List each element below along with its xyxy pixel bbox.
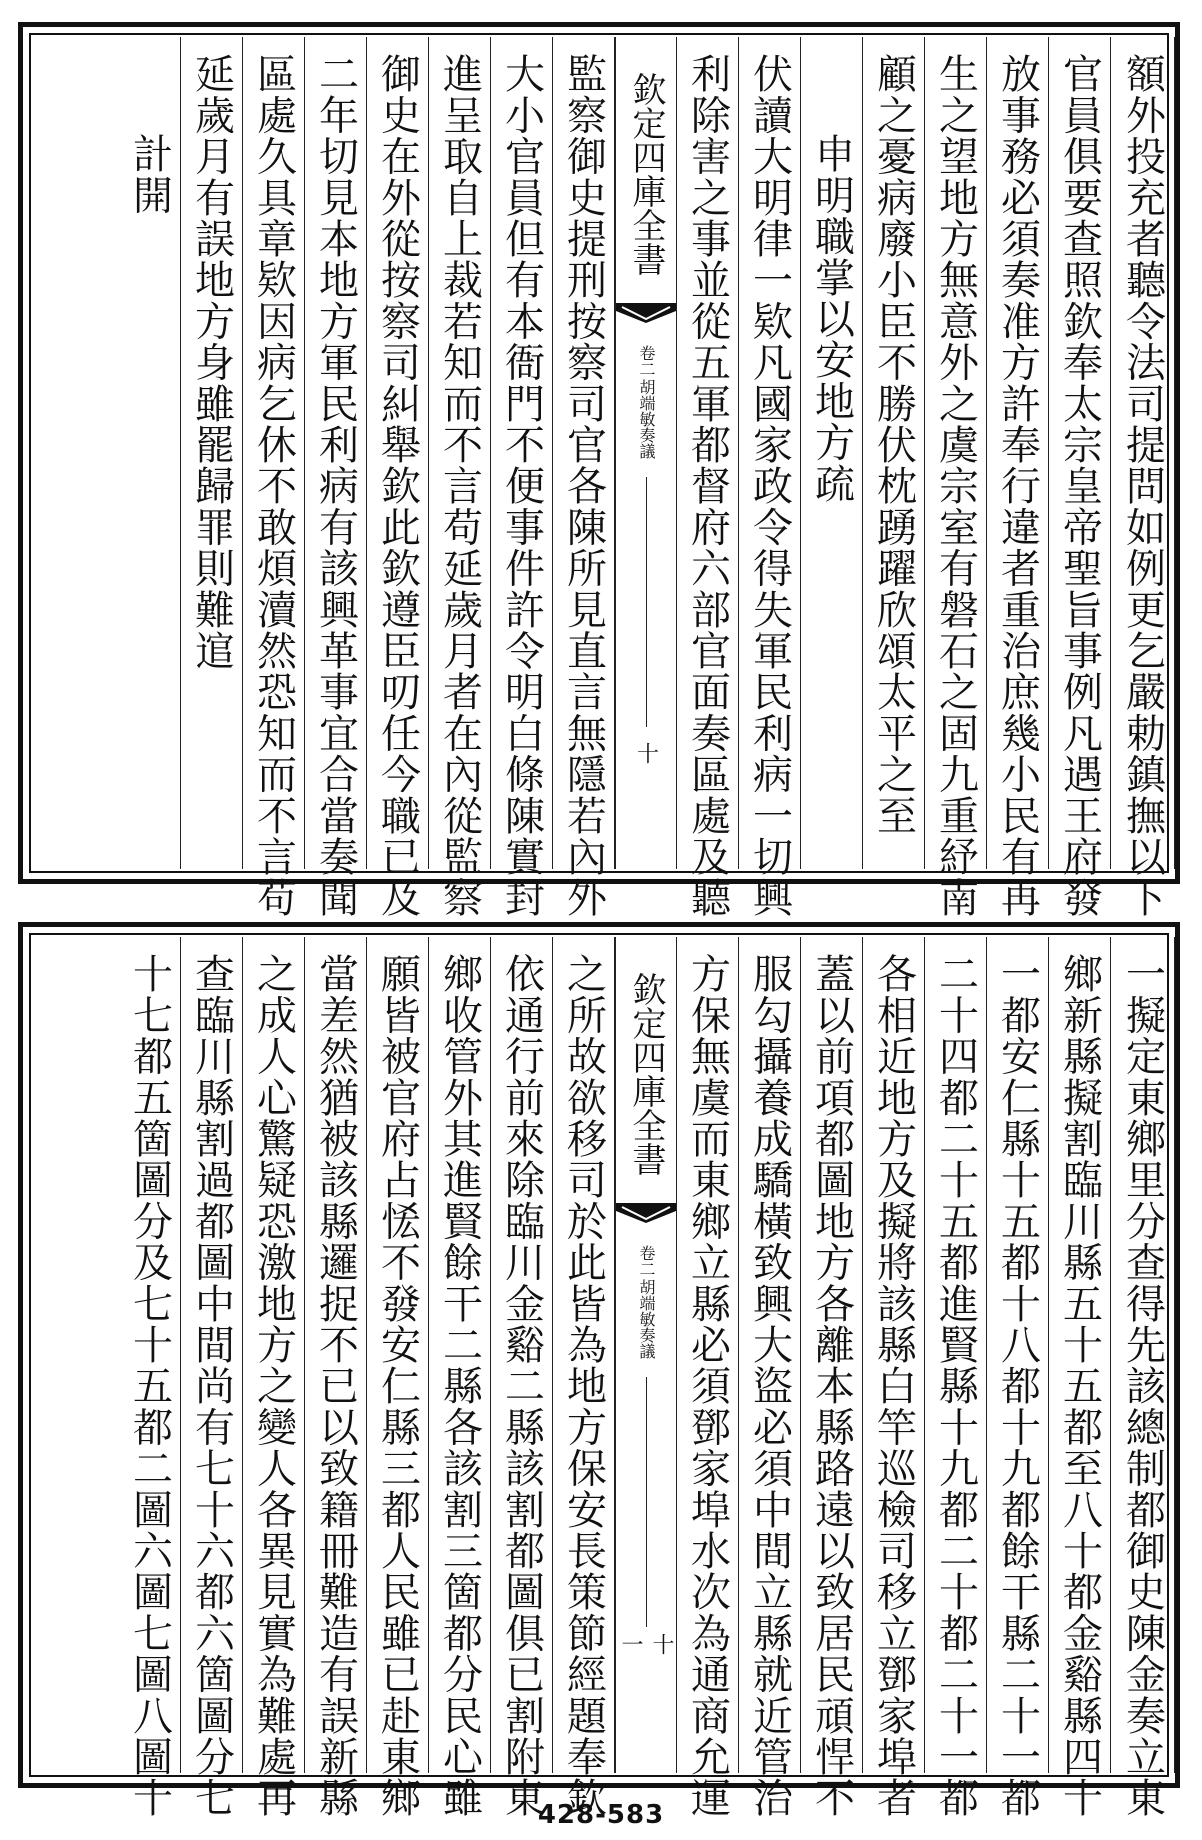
strip-divider [646, 1377, 647, 1627]
text-column: 顧之憂病廢小臣不勝伏枕踴躍欣頌太平之至 [863, 37, 925, 869]
text-column: 監察御史提刑按察司官各陳所見直言無隱若內外 [553, 37, 615, 869]
collection-title: 欽定四庫全書 [616, 945, 676, 1204]
blank-column [33, 937, 119, 1773]
text-column: 伏讀大明律一欵凡國家政令得失軍民利病一切興 [739, 37, 801, 869]
page-number: 428-583 [537, 1800, 665, 1830]
text-column: 生之望地方無意外之虞宗室有磐石之固九重紓南 [925, 37, 987, 869]
text-column: 方保無虞而東鄉立縣必須鄧家埠水次為通商允運 [677, 937, 739, 1773]
strip-divider [646, 477, 647, 727]
text-column: 二十四都二十五都進賢縣十九都二十都二十一都 [925, 937, 987, 1773]
text-column: 蓋以前項都圖地方各離本縣路遠以致居民頑悍不 [801, 937, 863, 1773]
book-title-volume [616, 337, 676, 467]
top-page-columns [33, 37, 1166, 919]
memorial-title: 申明職掌以安地方疏 [808, 133, 855, 504]
volume-number: 卷二 [637, 345, 656, 377]
center-strip [615, 37, 677, 869]
text-column: 二年切見本地方軍民利病有該興革事宜合當奏聞 [305, 37, 367, 869]
collection-title: 欽定四庫全書 [616, 45, 676, 304]
text-column: 願皆被官府占恡不發安仁縣三都人民雖已赴東鄉 [367, 937, 429, 1773]
volume-number: 卷二 [637, 1245, 656, 1277]
book-title: 胡端敏奏議 [637, 379, 656, 459]
text-column: 進呈取自上裁若知而不言苟延歲月者在內從監察 [429, 37, 491, 869]
text-column: 之成人心驚疑恐激地方之變人各異見實為難處再 [243, 937, 305, 1773]
text-column: 服勾攝養成驕橫致興大盜必須中間立縣就近管治 [739, 937, 801, 1773]
fishtail-mark-icon [616, 1203, 676, 1225]
text-column: 一擬定東鄉里分查得先該總制都御史陳金奏立東 [1111, 937, 1175, 1773]
center-strip [615, 937, 677, 1773]
book-title: 胡端敏奏議 [637, 1279, 656, 1359]
text-column: 區處久具章欵因病乞休不敢煩瀆然恐知而不言苟 [243, 37, 305, 869]
list-heading-column [119, 37, 181, 869]
book-title-volume [616, 1237, 676, 1367]
text-column: 延歲月有誤地方身雖罷歸罪則難逭 [181, 37, 243, 869]
text-column: 鄉新縣擬割臨川縣五十五都至八十都金谿縣四十 [1049, 937, 1111, 1773]
top-page-panel [18, 22, 1180, 919]
folio-number: 十一 [618, 1633, 674, 1655]
text-column: 額外投充者聽令法司提問如例更乞嚴勅鎮撫以下 [1111, 37, 1175, 869]
text-column: 之所故欲移司於此皆為地方保安長策節經題奉欽 [553, 937, 615, 1773]
text-column: 利除害之事並從五軍都督府六部官面奏區處及聽 [677, 37, 739, 869]
text-column: 查臨川縣割過都圖中間尚有七十六都六箇圖分七 [181, 937, 243, 1773]
text-column: 各相近地方及擬將該縣白竿巡檢司移立鄧家埠者 [863, 937, 925, 1773]
text-column: 一都安仁縣十五都十八都十九都餘干縣二十一都 [987, 937, 1049, 1773]
text-column: 御史在外從按察司糾舉欽此欽遵臣叨任今職已及 [367, 37, 429, 869]
text-column: 大小官員但有本衙門不便事件許令明白條陳實封 [491, 37, 553, 869]
text-column: 官員俱要查照欽奉太宗皇帝聖旨事例凡遇王府發 [1049, 37, 1111, 869]
text-column: 鄉收管外其進賢餘干二縣各該割三箇都分民心雖 [429, 937, 491, 1773]
text-column: 當差然猶被該縣邏捉不已以致籍冊難造有誤新縣 [305, 937, 367, 1773]
memorial-title-column [801, 37, 863, 869]
fishtail-mark-icon [616, 303, 676, 325]
text-column: 放事務必須奏准方許奉行違者重治庶幾小民有再 [987, 37, 1049, 869]
blank-column [33, 37, 119, 869]
text-column: 十七都五箇圖分及七十五都二圖六圖七圖八圖十 [119, 937, 181, 1773]
text-column: 依通行前來除臨川金谿二縣該割都圖俱已割附東 [491, 937, 553, 1773]
folio-number: 十 [633, 742, 659, 764]
list-heading: 計開 [126, 133, 173, 216]
